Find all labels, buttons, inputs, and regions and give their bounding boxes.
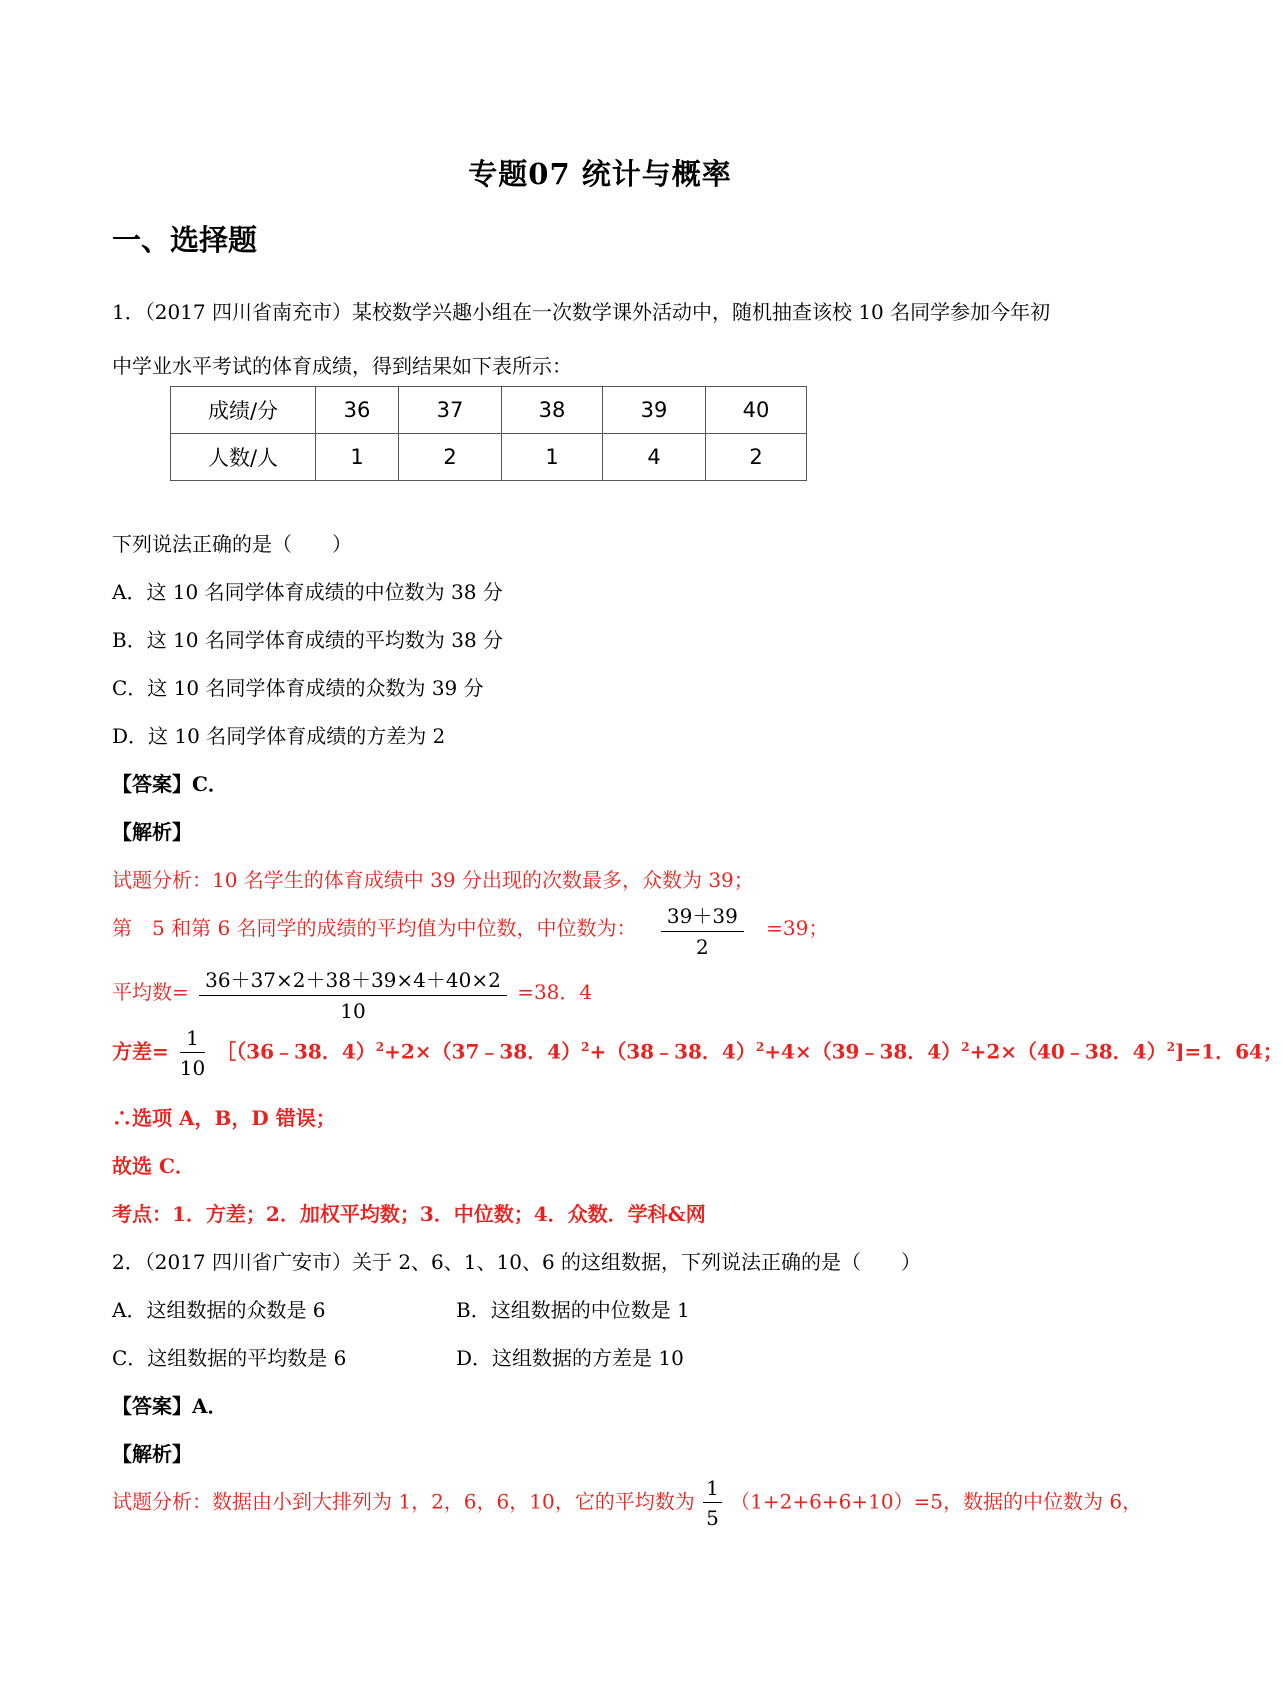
q1-option-d: D．这 10 名同学体育成绩的方差为 2 [112,724,446,748]
q1-median-line [112,900,828,959]
variance-numerator: 1 [180,1026,205,1053]
q1-prompt: 下列说法正确的是（ ） [112,532,352,556]
table-cell: 4 [603,434,706,481]
q2-analysis-header: 【解析】 [112,1442,192,1466]
median-suffix: =39； [766,916,829,940]
median-fraction [661,900,744,959]
variance-denominator: 10 [179,1056,206,1080]
variance-term-2: +2×（37﹣38．4） [384,1039,582,1064]
q2-analysis-prefix: 试题分析：数据由小到大排列为 1，2，6，6，10，它的平均数为 [112,1489,695,1514]
q2-option-c: C．这组数据的平均数是 6 [112,1346,347,1370]
q1-kaodian: 考点：1．方差；2．加权平均数；3．中位数；4．众数．学科&网 [112,1202,706,1226]
mean-suffix: =38．4 [517,980,593,1004]
q2-fraction-numerator: 1 [703,1476,722,1503]
q1-option-b: B．这 10 名同学体育成绩的平均数为 38 分 [112,628,504,652]
table-cell: 37 [399,387,502,434]
table-cell: 40 [706,387,807,434]
median-denominator: 2 [695,935,709,959]
q2-fraction-denominator: 5 [706,1506,719,1530]
variance-term-3: +（38﹣38．4） [589,1039,756,1064]
score-table [170,386,807,481]
q1-answer: 【答案】C． [112,772,228,796]
table-row [171,434,807,481]
table-cell: 2 [399,434,502,481]
q1-variance-line [112,1026,1283,1080]
q2-analysis-suffix: （1+2+6+6+10）=5，数据的中位数为 6， [730,1489,1143,1514]
variance-term-1: ［（36﹣38．4） [216,1039,376,1064]
mean-numerator: 36＋37×2＋38＋39×4＋40×2 [199,964,507,996]
section-title: 一、选择题 [112,223,258,257]
table-row-label: 人数/人 [171,434,316,481]
table-row [171,387,807,434]
q1-analysis-line1: 试题分析：10 名学生的体育成绩中 39 分出现的次数最多，众数为 39； [112,868,754,892]
q1-stem-line2: 中学业水平考试的体育成绩，得到结果如下表所示： [112,354,572,378]
exponent: 2 [961,1039,970,1054]
q2-answer: 【答案】A． [112,1394,228,1418]
table-row-label: 成绩/分 [171,387,316,434]
q1-analysis-header: 【解析】 [112,820,192,844]
q2-option-d: D．这组数据的方差是 10 [456,1346,684,1370]
mean-denominator: 10 [340,999,366,1023]
q1-option-a: A．这 10 名同学体育成绩的中位数为 38 分 [112,580,503,604]
q1-mean-line [112,964,592,1023]
page-title: 专题07 统计与概率 [468,157,732,191]
q1-stem-line1: 1．（2017 四川省南充市）某校数学兴趣小组在一次数学课外活动中，随机抽查该校 10 名同学参加今年初 [112,300,1051,324]
median-numerator: 39＋39 [661,900,744,932]
median-prefix: 第 5 和第 6 名同学的成绩的平均值为中位数，中位数为： [112,916,637,940]
variance-term-6: ]=1．64； [1174,1039,1283,1064]
table-cell: 2 [706,434,807,481]
q2-option-a: A．这组数据的众数是 6 [112,1298,326,1322]
variance-term-5: +2×（40﹣38．4） [969,1039,1167,1064]
q2-option-b: B．这组数据的中位数是 1 [456,1298,690,1322]
variance-prefix: 方差= [112,1039,169,1064]
table-cell: 1 [316,434,399,481]
q2-mean-fraction [703,1476,722,1530]
exponent: 2 [755,1039,765,1054]
q2-stem: 2．（2017 四川省广安市）关于 2、6、1、10、6 的这组数据，下列说法正确的是（ ） [112,1250,922,1274]
table-cell: 36 [316,387,399,434]
variance-term-4: +4×（39﹣38．4） [764,1039,962,1064]
table-cell: 38 [502,387,603,434]
mean-prefix: 平均数= [112,980,189,1004]
variance-fraction [180,1026,205,1080]
table-cell: 39 [603,387,706,434]
table-cell: 1 [502,434,603,481]
mean-fraction [199,964,507,1023]
exponent: 2 [581,1039,590,1054]
exponent: 2 [375,1039,385,1054]
q1-conclusion-1: ∴选项 A，B，D 错误； [112,1106,336,1130]
q2-analysis-line [112,1476,1142,1530]
exponent: 2 [1166,1039,1175,1054]
q1-option-c: C．这 10 名同学体育成绩的众数为 39 分 [112,676,484,700]
q1-conclusion-2: 故选 C． [112,1154,195,1178]
